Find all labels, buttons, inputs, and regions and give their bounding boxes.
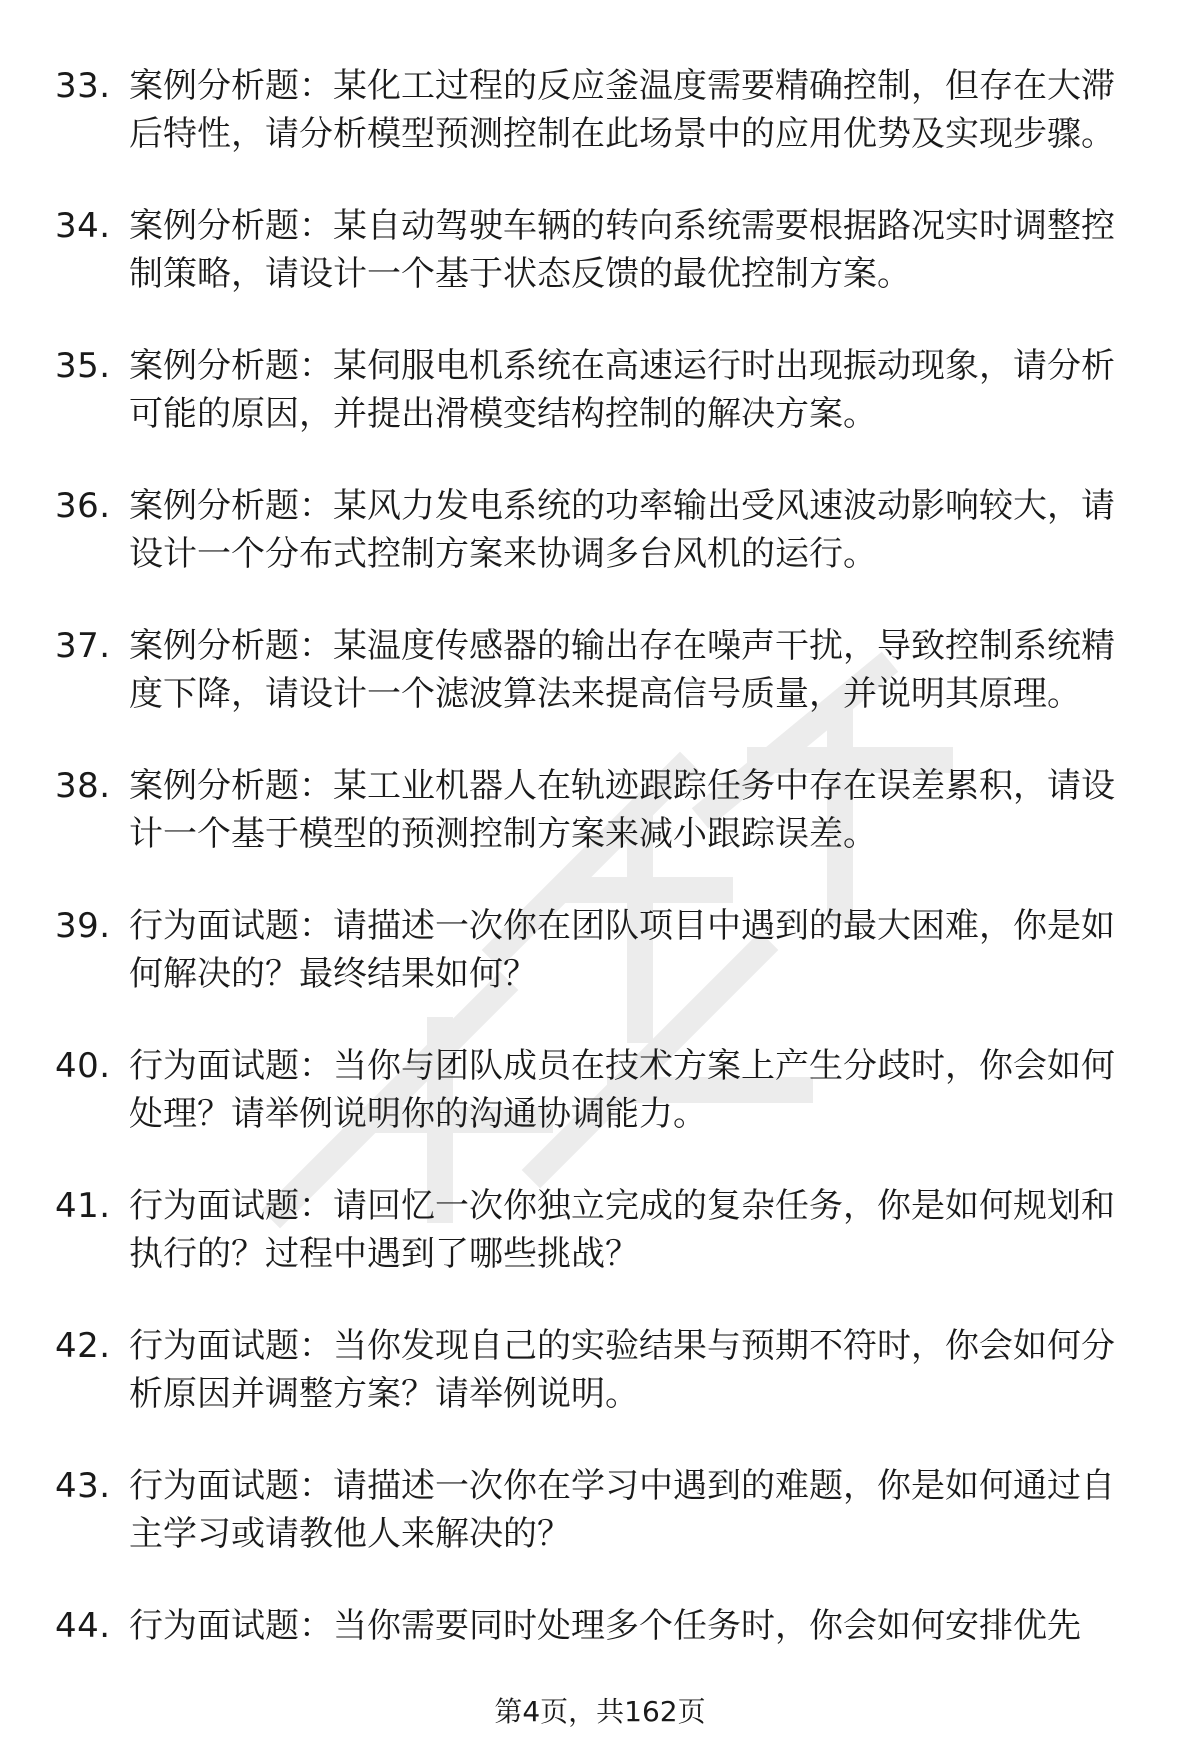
- question-text: 案例分析题：某化工过程的反应釜温度需要精确控制，但存在大滞后特性，请分析模型预测控制在此场景中的应用优势及实现步骤。: [129, 66, 1115, 154]
- question-item: [55, 1602, 1145, 1650]
- question-text: 案例分析题：某温度传感器的输出存在噪声干扰，导致控制系统精度下降，请设计一个滤波算法来提高信号质量，并说明其原理。: [129, 626, 1115, 714]
- question-item: [55, 762, 1145, 858]
- page-footer: [0, 1692, 1200, 1732]
- question-text: 行为面试题：请描述一次你在学习中遇到的难题，你是如何通过自主学习或请教他人来解决的？: [129, 1466, 1115, 1554]
- question-number: 34.: [55, 206, 111, 246]
- question-text: 行为面试题：当你需要同时处理多个任务时，你会如何安排优先: [129, 1606, 1081, 1646]
- question-number: 42.: [55, 1326, 111, 1366]
- question-number: 39.: [55, 906, 111, 946]
- question-item: [55, 202, 1145, 298]
- question-number: 40.: [55, 1046, 111, 1086]
- page-number-label: 第4页，共162页: [494, 1695, 706, 1728]
- question-number: 35.: [55, 346, 111, 386]
- question-number: 33.: [55, 66, 111, 106]
- question-item: [55, 1042, 1145, 1138]
- question-text: 案例分析题：某风力发电系统的功率输出受风速波动影响较大，请设计一个分布式控制方案来协调多台风机的运行。: [129, 486, 1115, 574]
- question-text: 案例分析题：某伺服电机系统在高速运行时出现振动现象，请分析可能的原因，并提出滑模变结构控制的解决方案。: [129, 346, 1115, 434]
- question-item: [55, 1322, 1145, 1418]
- question-text: 案例分析题：某工业机器人在轨迹跟踪任务中存在误差累积，请设计一个基于模型的预测控制方案来减小跟踪误差。: [129, 766, 1115, 854]
- question-list: [55, 62, 1145, 1694]
- question-item: [55, 1462, 1145, 1558]
- question-text: 行为面试题：请描述一次你在团队项目中遇到的最大困难，你是如何解决的？最终结果如何？: [129, 906, 1115, 994]
- question-item: [55, 902, 1145, 998]
- question-text: 行为面试题：请回忆一次你独立完成的复杂任务，你是如何规划和执行的？过程中遇到了哪些挑战？: [129, 1186, 1115, 1274]
- question-text: 行为面试题：当你与团队成员在技术方案上产生分歧时，你会如何处理？请举例说明你的沟通协调能力。: [129, 1046, 1115, 1134]
- question-number: 36.: [55, 486, 111, 526]
- question-number: 43.: [55, 1466, 111, 1506]
- question-item: [55, 622, 1145, 718]
- question-text: 案例分析题：某自动驾驶车辆的转向系统需要根据路况实时调整控制策略，请设计一个基于状态反馈的最优控制方案。: [129, 206, 1115, 294]
- question-item: [55, 62, 1145, 158]
- question-item: [55, 342, 1145, 438]
- question-number: 44.: [55, 1606, 111, 1646]
- question-item: [55, 482, 1145, 578]
- question-text: 行为面试题：当你发现自己的实验结果与预期不符时，你会如何分析原因并调整方案？请举例说明。: [129, 1326, 1115, 1414]
- question-number: 41.: [55, 1186, 111, 1226]
- question-number: 38.: [55, 766, 111, 806]
- question-number: 37.: [55, 626, 111, 666]
- question-item: [55, 1182, 1145, 1278]
